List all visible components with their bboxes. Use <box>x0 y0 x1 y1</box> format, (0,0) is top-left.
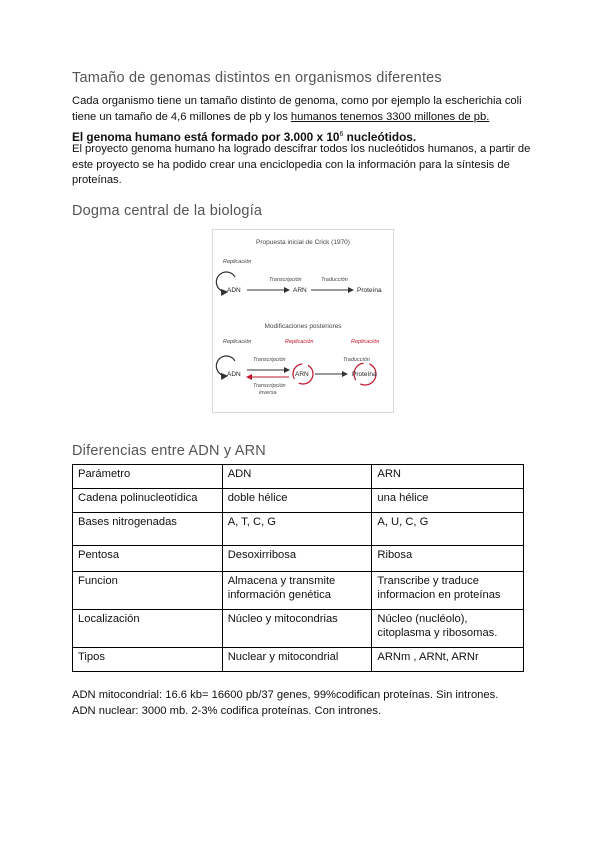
exponent: 6 <box>339 131 344 138</box>
table-cell: A, U, C, G <box>372 513 524 546</box>
table-cell: una hélice <box>372 489 524 513</box>
reverse-transcription-label-2: inversa <box>259 390 277 396</box>
section-heading-differences: Diferencias entre ADN y ARN <box>72 443 266 459</box>
reverse-transcription-label-1: Transcripción <box>253 383 286 389</box>
central-dogma-diagram <box>212 229 394 413</box>
diagram-title-1: Propuesta inicial de Crick (1970) <box>256 239 350 246</box>
table-cell: Núcleo y mitocondrias <box>222 610 372 648</box>
footer-notes <box>72 688 498 719</box>
arn-node-1: ARN <box>293 287 307 294</box>
replication-label-2: Replicación <box>223 339 252 345</box>
protein-node-2: Proteína <box>352 371 377 378</box>
table-header-cell: ADN <box>222 465 372 489</box>
table-header-row <box>73 465 524 489</box>
dogma-svg <box>213 230 393 412</box>
table-cell: Ribosa <box>372 546 524 572</box>
bold-text-a: El genoma humano está formado por 3.000 x 10 <box>72 129 340 144</box>
replication-label-arn: Replicación <box>285 339 314 345</box>
table-row <box>73 610 524 648</box>
replication-label-1: Replicación <box>223 259 252 265</box>
table-cell: Almacena y transmite información genética <box>222 572 372 610</box>
table-cell: Funcion <box>73 572 223 610</box>
table-cell: doble hélice <box>222 489 372 513</box>
mitochondrial-dna-note: ADN mitocondrial: 16.6 kb= 16600 pb/37 genes, 99%codifican proteínas. Sin intrones. <box>72 689 499 701</box>
human-genome-underlined: humanos tenemos 3300 millones de pb. <box>290 110 490 123</box>
adn-node-1: ADN <box>227 287 241 294</box>
protein-node-1: Proteína <box>357 287 382 294</box>
genome-size-text: Cada organismo tiene un tamaño distinto de genoma, como por ejemplo la escherichia coli tiene un tamaño de 4,6 millones de pb y los <box>72 95 522 123</box>
table-cell: ARNm , ARNt, ARNr <box>372 648 524 672</box>
table-cell: Núcleo (nucléolo), citoplasma y ribosomas. <box>372 610 524 648</box>
table-cell: Nuclear y mitocondrial <box>222 648 372 672</box>
translation-label-1: Traducción <box>321 277 348 283</box>
nuclear-dna-note: ADN nuclear: 3000 mb. 2-3% codifica proteínas. Con intrones. <box>72 704 382 717</box>
table-cell: Transcribe y traduce informacion en proteínas <box>372 572 524 610</box>
table-header-cell: ARN <box>372 465 524 489</box>
dna-rna-table <box>72 464 524 672</box>
table-row <box>73 513 524 546</box>
table-row <box>73 572 524 610</box>
table-header-cell: Parámetro <box>73 465 223 489</box>
table-cell: A, T, C, G <box>222 513 372 546</box>
section-heading-dogma: Dogma central de la biología <box>72 203 263 219</box>
section-heading-genome-size: Tamaño de genomas distintos en organismos diferentes <box>72 70 442 86</box>
diagram-title-2: Modificaciones posteriores <box>264 323 342 330</box>
translation-label-2: Traducción <box>343 357 370 363</box>
table-cell: Desoxirribosa <box>222 546 372 572</box>
arn-node-2: ARN <box>295 371 309 378</box>
table-row <box>73 648 524 672</box>
table-cell: Pentosa <box>73 546 223 572</box>
replication-label-protein: Replicación <box>351 339 380 345</box>
genome-size-paragraph <box>72 94 532 125</box>
table-cell: Bases nitrogenadas <box>73 513 223 546</box>
table-cell: Tipos <box>73 648 223 672</box>
table-row <box>73 546 524 572</box>
table-cell: Cadena polinucleotídica <box>73 489 223 513</box>
bold-text-b: nucleótidos. <box>343 129 417 144</box>
genome-project-paragraph: El proyecto genoma humano ha logrado descifrar todos los nucleótidos humanos, a partir de este proyecto se ha podido crear una enciclopedia con la información para la síntesis de proteínas. <box>72 143 531 187</box>
transcription-label-2: Transcripción <box>253 357 286 363</box>
table-cell: Localización <box>73 610 223 648</box>
table-row <box>73 489 524 513</box>
transcription-label-1: Transcripción <box>269 277 302 283</box>
adn-node-2: ADN <box>227 371 241 378</box>
